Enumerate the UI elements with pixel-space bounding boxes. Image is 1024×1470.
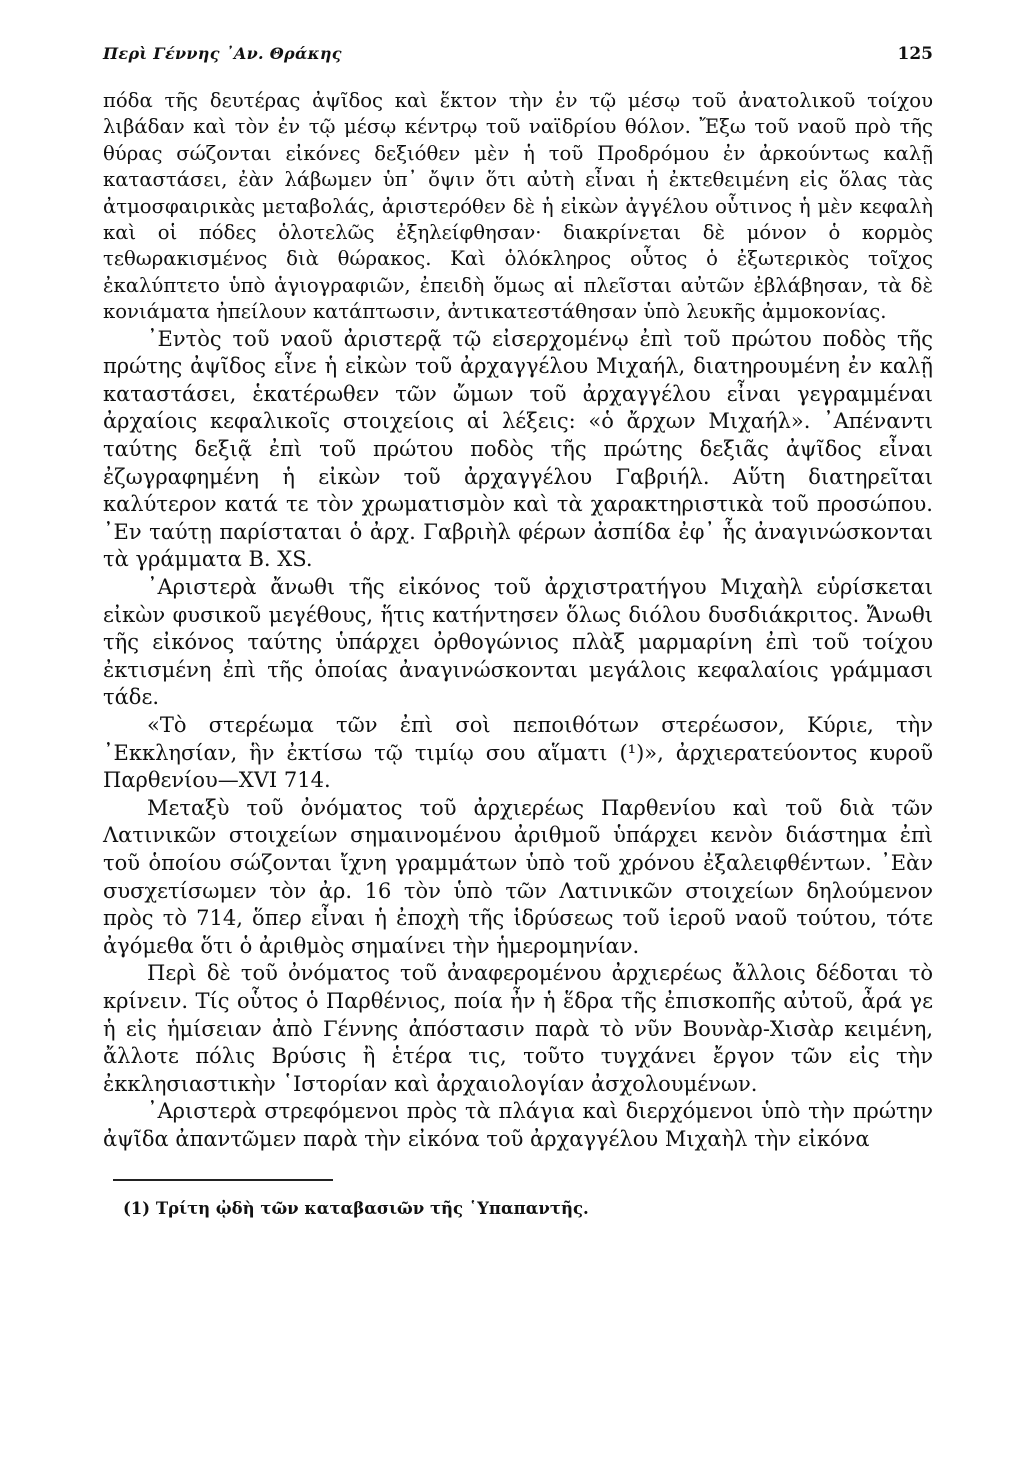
- paragraph-continuation: πόδα τῆς δευτέρας ἀψῖδος καὶ ἕκτον τὴν ἐν τῷ μέσῳ τοῦ ἀνατολικοῦ τοίχου λιβάδαν καὶ τὸν ἐν τῷ μέσῳ κέντρῳ τοῦ ναϊδρίου θόλον. Ἔξω τοῦ ναοῦ πρὸ τῆς θύρας σώζονται εἰκόνες δεξιόθεν μὲν ἡ τοῦ Προδρόμου ἐν ἀρκούντως καλῇ καταστάσει, ἐὰν λάβωμεν ὑπ᾿ ὄψιν ὅτι αὐτὴ εἶναι ἡ ἐκτεθειμένη εἰς ὅλας τὰς ἀτμοσφαιρικὰς μεταβολάς, ἀριστερόθεν δὲ ἡ εἰκὼν ἀγγέλου οὗτινος ἡ μὲν κεφαλὴ καὶ οἱ πόδες ὁλοτελῶς ἐξηλείφθησαν· διακρίνεται δὲ μόνον ὁ κορμὸς τεθωρακισμένος διὰ θώρακος. Καὶ ὁλόκληρος οὗτος ὁ ἐξωτερικὸς τοῖχος ἐκαλύπτετο ὑπὸ ἁγιογραφιῶν, ἐπειδὴ ὅμως αἱ πλεῖσται αὐτῶν ἐβλάβησαν, τὰ δὲ κονιάματα ἠπείλουν κατάπτωσιν, ἀντικατεστάθησαν ὑπὸ λευκῆς ἀμμοκονίας.: [103, 89, 933, 324]
- paragraph-inscription: «Τὸ στερέωμα τῶν ἐπὶ σοὶ πεποιθότων στερέωσον, Κύριε, τὴν ᾿Εκκλησίαν, ἣν ἐκτίσω τῷ τιμίῳ σου αἵματι (¹)», ἀρχιερατεύοντος κυροῦ Παρθενίου—XVI 714.: [103, 712, 933, 793]
- book-page: [103, 44, 933, 1218]
- page-header: [103, 44, 933, 82]
- paragraph-arch-continuation: ᾿Αριστερὰ στρεφόμενοι πρὸς τὰ πλάγια καὶ διερχόμενοι ὑπὸ τὴν πρώτην ἀψῖδα ἀπαντῶμεν παρὰ τὴν εἰκόνα τοῦ ἀρχαγγέλου Μιχαὴλ τὴν εἰκόνα: [103, 1099, 933, 1151]
- running-title: Περὶ Γέννης ᾿Αν. Θράκης: [103, 44, 342, 63]
- paragraph-date-analysis: Μεταξὺ τοῦ ὀνόματος τοῦ ἀρχιερέως Παρθενίου καὶ τοῦ διὰ τῶν Λατινικῶν στοιχείων σημαινομένου ἀριθμοῦ ὑπάρχει κενὸν διάστημα ἐπὶ τοῦ ὁποίου σώζονται ἴχνη γραμμάτων ὑπὸ τοῦ χρόνου ἐξαλειφθέντων. ᾿Εὰν συσχετίσωμεν τὸν ἀρ. 16 τὸν ὑπὸ τῶν Λατινικῶν στοιχείων δηλούμενον πρὸς τὸ 714, ὅπερ εἶναι ἡ ἐποχὴ τῆς ἱδρύσεως τοῦ ἱεροῦ ναοῦ τούτου, τότε ἀγόμεθα ὅτι ὁ ἀριθμὸς σημαίνει τὴν ἡμερομηνίαν.: [103, 795, 933, 958]
- footnote: (1) Τρίτη ᾠδὴ τῶν καταβασιῶν τῆς ῾Υπαπαντῆς.: [123, 1199, 589, 1219]
- page-number: 125: [897, 44, 933, 64]
- paragraph-parthenios: Περὶ δὲ τοῦ ὀνόματος τοῦ ἀναφερομένου ἀρχιερέως ἄλλοις δέδοται τὸ κρίνειν. Τίς οὗτος ὁ Παρθένιος, ποία ἦν ἡ ἕδρα τῆς ἐπισκοπῆς αὐτοῦ, ἆρά γε ἡ εἰς ἡμίσειαν ἀπὸ Γέννης ἀπόστασιν παρὰ τὸ νῦν Βουνὰρ-Χισὰρ κειμένη, ἄλλοτε πόλις Βρύσις ἢ ἑτέρα τις, τοῦτο τυγχάνει ἔργον τῶν εἰς τὴν ἐκκλησιαστικὴν ῾Ιστορίαν καὶ ἀρχαιολογίαν ἀσχολουμένων.: [103, 961, 933, 1096]
- page-body: [103, 88, 933, 1153]
- opening-block: [103, 88, 933, 326]
- paragraph-marble-plaque: ᾿Αριστερὰ ἄνωθι τῆς εἰκόνος τοῦ ἀρχιστρατήγου Μιχαὴλ εὑρίσκεται εἰκὼν φυσικοῦ μεγέθους, ἥτις κατήντησεν ὅλως διόλου δυσδιάκριτος. Ἄνωθι τῆς εἰκόνος ταύτης ὑπάρχει ὀρθογώνιος πλὰξ μαρμαρίνη ἐπὶ τοῦ τοίχου ἐκτισμένη ἐπὶ τῆς ὁποίας ἀναγινώσκονται μεγάλοις κεφαλαίοις γράμμασι τάδε.: [103, 575, 933, 710]
- paragraph-archangel-michael: ᾿Εντὸς τοῦ ναοῦ ἀριστερᾷ τῷ εἰσερχομένῳ ἐπὶ τοῦ πρώτου ποδὸς τῆς πρώτης ἀψῖδος εἶνε ἡ εἰκὼν τοῦ ἀρχαγγέλου Μιχαήλ, διατηρουμένη ἐν καλῇ καταστάσει, ἑκατέρωθεν τῶν ὤμων τοῦ ἀρχαγγέλου εἶναι γεγραμμέναι ἀρχαίοις κεφαλικοῖς στοιχείοις αἱ λέξεις: «ὁ ἄρχων Μιχαήλ». ᾿Απέναντι ταύτης δεξιᾷ ἐπὶ τοῦ πρώτου ποδὸς τῆς πρώτης δεξιᾶς ἀψῖδος εἶναι ἐζωγραφημένη ἡ εἰκὼν τοῦ ἀρχαγγέλου Γαβριήλ. Αὕτη διατηρεῖται καλύτερον κατά τε τὸν χρωματισμὸν καὶ τὰ χαρακτηριστικὰ τοῦ προσώπου. ᾿Εν ταύτῃ παρίσταται ὁ ἀρχ. Γαβριὴλ φέρων ἀσπίδα ἐφ᾿ ἧς ἀναγινώσκονται τὰ γράμματα Β. XS.: [103, 326, 933, 572]
- footnote-divider: [113, 1179, 333, 1181]
